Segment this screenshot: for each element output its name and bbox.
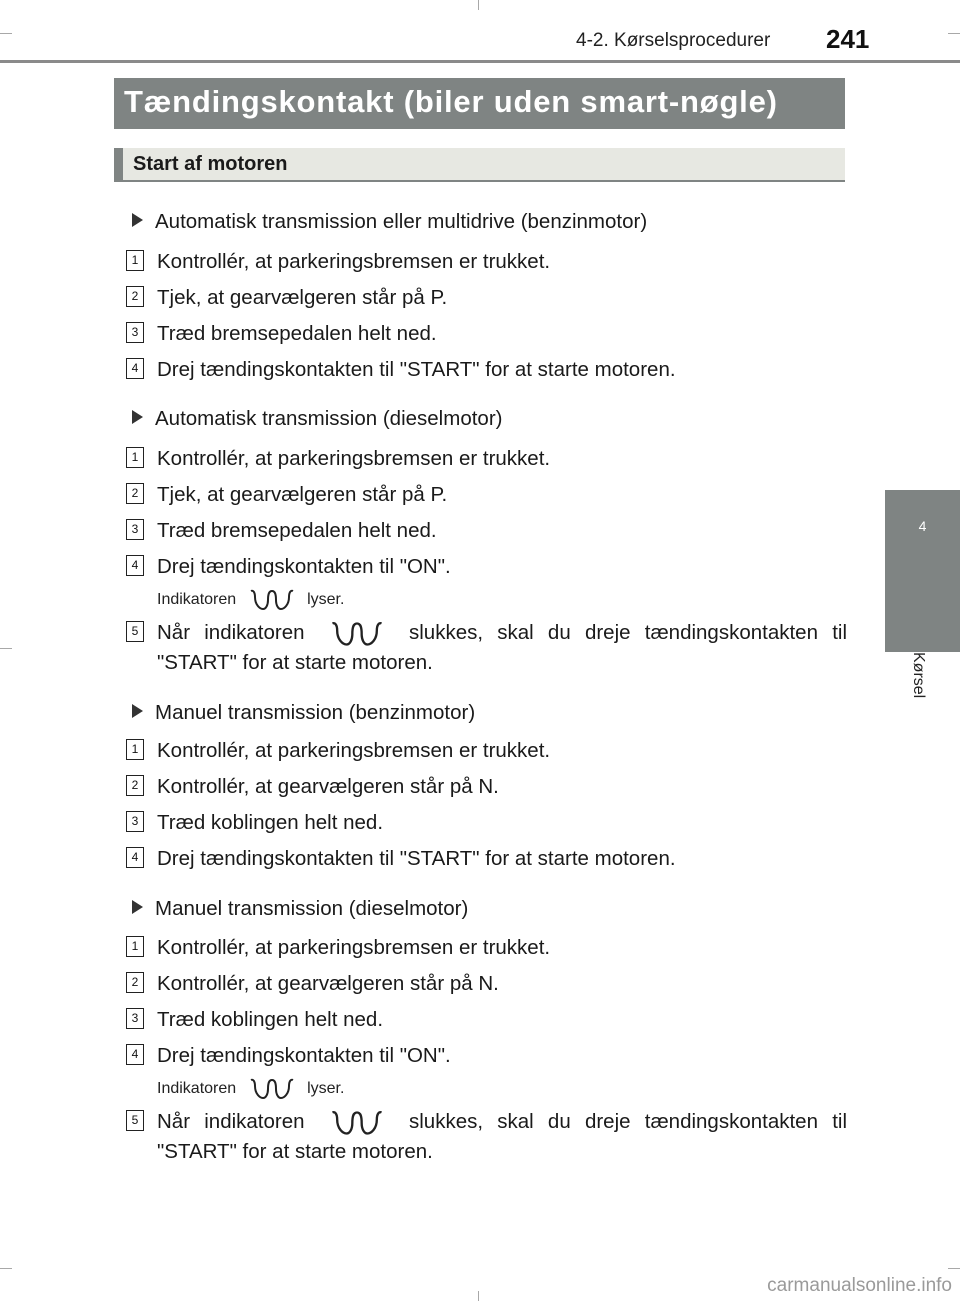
step-number: 3 bbox=[126, 1008, 144, 1029]
glow-plug-indicator-icon bbox=[249, 588, 295, 612]
step-text: Tjek, at gearvælgeren står på P. bbox=[157, 483, 448, 506]
step-number: 3 bbox=[126, 322, 144, 343]
step-text: Træd bremsepedalen helt ned. bbox=[157, 322, 437, 345]
crop-mark bbox=[948, 33, 960, 34]
step-text: Kontrollér, at parkeringsbremsen er trukket. bbox=[157, 936, 551, 959]
glow-plug-indicator-icon bbox=[329, 1109, 385, 1137]
step-text: Drej tændingskontakten til "ON". bbox=[157, 1044, 451, 1067]
step-text: Kontrollér, at gearvælgeren står på N. bbox=[157, 972, 499, 995]
step-number: 1 bbox=[126, 739, 144, 760]
page-title-bar bbox=[114, 78, 845, 129]
step-text: Kontrollér, at parkeringsbremsen er trukket. bbox=[157, 739, 551, 762]
step-number: 4 bbox=[126, 1044, 144, 1065]
step-number: 5 bbox=[126, 621, 144, 642]
section-heading: Automatisk transmission eller multidrive (benzinmotor) bbox=[132, 210, 647, 234]
glow-plug-indicator-icon bbox=[249, 1077, 295, 1101]
step-number: 2 bbox=[126, 972, 144, 993]
crop-mark bbox=[0, 648, 12, 649]
indicator-note: Indikatoren lyser. bbox=[157, 1077, 344, 1101]
crop-mark bbox=[0, 33, 12, 34]
step-text: Træd koblingen helt ned. bbox=[157, 1008, 384, 1031]
step-text: Når indikatoren slukkes, skal du dreje tændingskontakten til "START" for at starte motoren. bbox=[157, 1110, 847, 1163]
page-number: 241 bbox=[826, 24, 870, 54]
step-number: 5 bbox=[126, 1110, 144, 1131]
step-number: 4 bbox=[126, 358, 144, 379]
step-number: 3 bbox=[126, 811, 144, 832]
watermark: carmanualsonline.info bbox=[767, 1275, 952, 1296]
section-heading: Manuel transmission (benzinmotor) bbox=[132, 701, 475, 725]
step-number: 2 bbox=[126, 483, 144, 504]
chapter-side bbox=[885, 652, 960, 732]
step-number: 2 bbox=[126, 286, 144, 307]
triangle-bullet-icon bbox=[132, 704, 143, 718]
step-number: 1 bbox=[126, 936, 144, 957]
chapter-number: 4 bbox=[918, 518, 927, 534]
indicator-note: Indikatoren lyser. bbox=[157, 588, 344, 612]
page-title: Tændingskontakt (biler uden smart-nøgle) bbox=[124, 84, 778, 119]
step-number: 3 bbox=[126, 519, 144, 540]
header-rule bbox=[0, 60, 960, 63]
section-reference: 4-2. Kørselsprocedurer bbox=[576, 30, 771, 51]
subtitle: Start af motoren bbox=[133, 153, 288, 175]
crop-mark bbox=[478, 1291, 479, 1301]
step-text: Drej tændingskontakten til "START" for at starte motoren. bbox=[157, 358, 676, 381]
step-text: Når indikatoren slukkes, skal du dreje tændingskontakten til "START" for at starte motoren. bbox=[157, 621, 847, 674]
step-text: Kontrollér, at gearvælgeren står på N. bbox=[157, 775, 499, 798]
step-number: 1 bbox=[126, 250, 144, 271]
step-text: Drej tændingskontakten til "ON". bbox=[157, 555, 451, 578]
step-text: Drej tændingskontakten til "START" for at starte motoren. bbox=[157, 847, 676, 870]
crop-mark bbox=[948, 1268, 960, 1269]
subtitle-bar bbox=[114, 148, 845, 182]
step-text: Kontrollér, at parkeringsbremsen er trukket. bbox=[157, 250, 551, 273]
step-text: Kontrollér, at parkeringsbremsen er trukket. bbox=[157, 447, 551, 470]
chapter-tab bbox=[885, 490, 960, 652]
section-heading: Manuel transmission (dieselmotor) bbox=[132, 897, 468, 921]
triangle-bullet-icon bbox=[132, 410, 143, 424]
step-number: 4 bbox=[126, 847, 144, 868]
step-text: Træd bremsepedalen helt ned. bbox=[157, 519, 437, 542]
chapter-label: Kørsel bbox=[910, 652, 927, 699]
step-text: Tjek, at gearvælgeren står på P. bbox=[157, 286, 448, 309]
crop-mark bbox=[478, 0, 479, 10]
step-number: 2 bbox=[126, 775, 144, 796]
step-text: Træd koblingen helt ned. bbox=[157, 811, 384, 834]
triangle-bullet-icon bbox=[132, 213, 143, 227]
glow-plug-indicator-icon bbox=[329, 620, 385, 648]
section-heading: Automatisk transmission (dieselmotor) bbox=[132, 407, 502, 431]
crop-mark bbox=[0, 1268, 12, 1269]
step-number: 1 bbox=[126, 447, 144, 468]
triangle-bullet-icon bbox=[132, 900, 143, 914]
step-number: 4 bbox=[126, 555, 144, 576]
